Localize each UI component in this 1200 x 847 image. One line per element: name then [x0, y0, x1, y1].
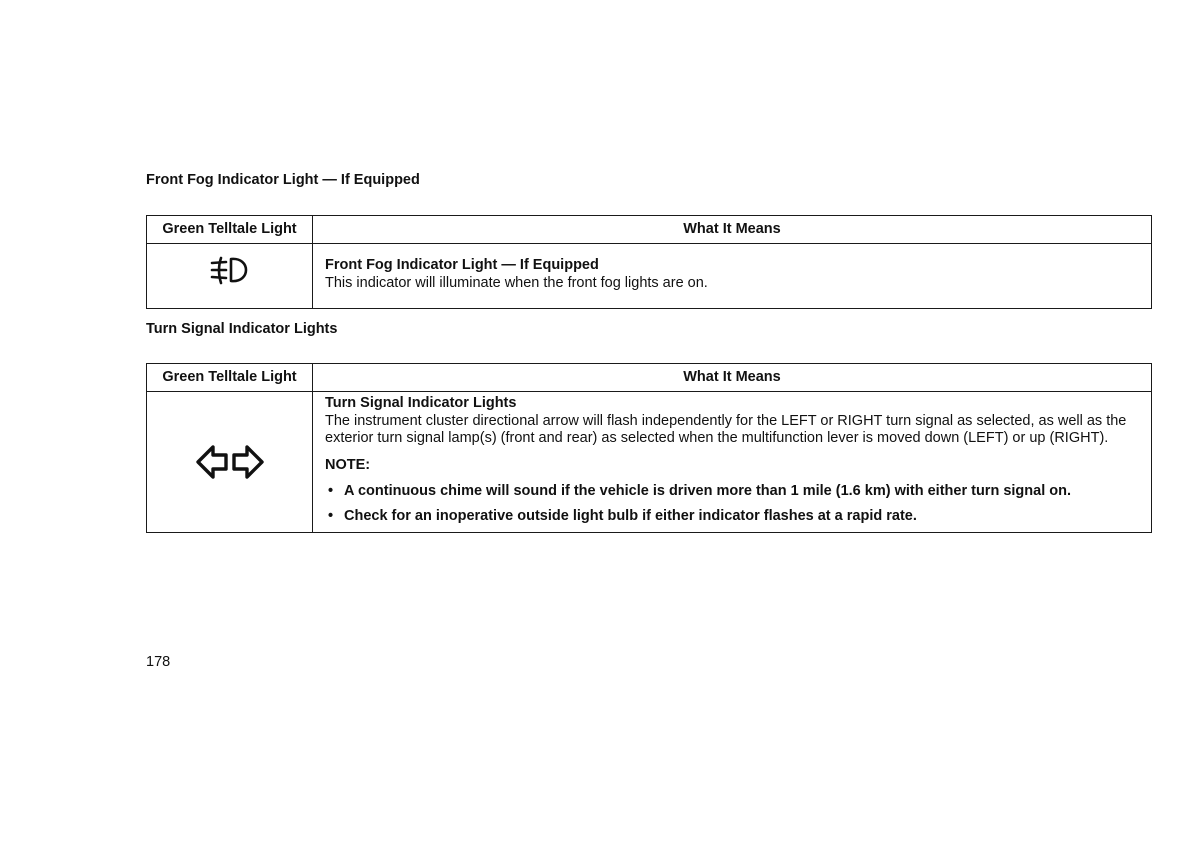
meaning-cell: [313, 244, 1152, 309]
bullet-icon: •: [328, 483, 334, 499]
page-number: 178: [146, 654, 171, 670]
table-header-row: [147, 364, 1152, 392]
fog-section-heading: Front Fog Indicator Light — If Equipped: [146, 172, 420, 188]
turn-signal-arrows-icon: [195, 442, 265, 482]
bullet-icon: •: [328, 508, 334, 524]
turn-signal-telltale-table: [146, 363, 1152, 533]
list-item: [325, 483, 1139, 501]
list-item: [325, 508, 1139, 526]
column-header-meaning: What It Means: [313, 364, 1152, 392]
icon-cell: [147, 392, 313, 533]
fog-indicator-description: This indicator will illuminate when the front fog lights are on.: [325, 274, 708, 291]
column-header-telltale: Green Telltale Light: [147, 216, 313, 244]
table-header-row: [147, 216, 1152, 244]
table-row: [147, 244, 1152, 309]
note-bullet-text: A continuous chime will sound if the vehicle is driven more than 1 mile (1.6 km) with either turn signal on.: [344, 483, 1072, 499]
note-bullet-text: Check for an inoperative outside light bulb if either indicator flashes at a rapid rate.: [344, 508, 917, 524]
icon-cell: [147, 244, 313, 309]
front-fog-light-icon: [207, 256, 253, 286]
note-bullet-list: [325, 483, 1139, 526]
turn-signal-title: Turn Signal Indicator Lights: [325, 395, 517, 411]
note-label: NOTE:: [325, 456, 371, 473]
column-header-meaning: What It Means: [313, 216, 1152, 244]
fog-telltale-table: [146, 215, 1152, 309]
fog-indicator-title: Front Fog Indicator Light — If Equipped: [325, 257, 599, 273]
turn-signal-description: The instrument cluster directional arrow will flash independently for the LEFT or RIGHT turn signal as selected, as well as the exterior turn signal lamp(s) (front and rear) as selected when the multifunction lever is moved down (LEFT) or up (RIGHT).: [325, 412, 1127, 446]
column-header-telltale: Green Telltale Light: [147, 364, 313, 392]
turn-signal-section-heading: Turn Signal Indicator Lights: [146, 321, 338, 337]
meaning-cell: [313, 392, 1152, 533]
table-row: [147, 392, 1152, 533]
